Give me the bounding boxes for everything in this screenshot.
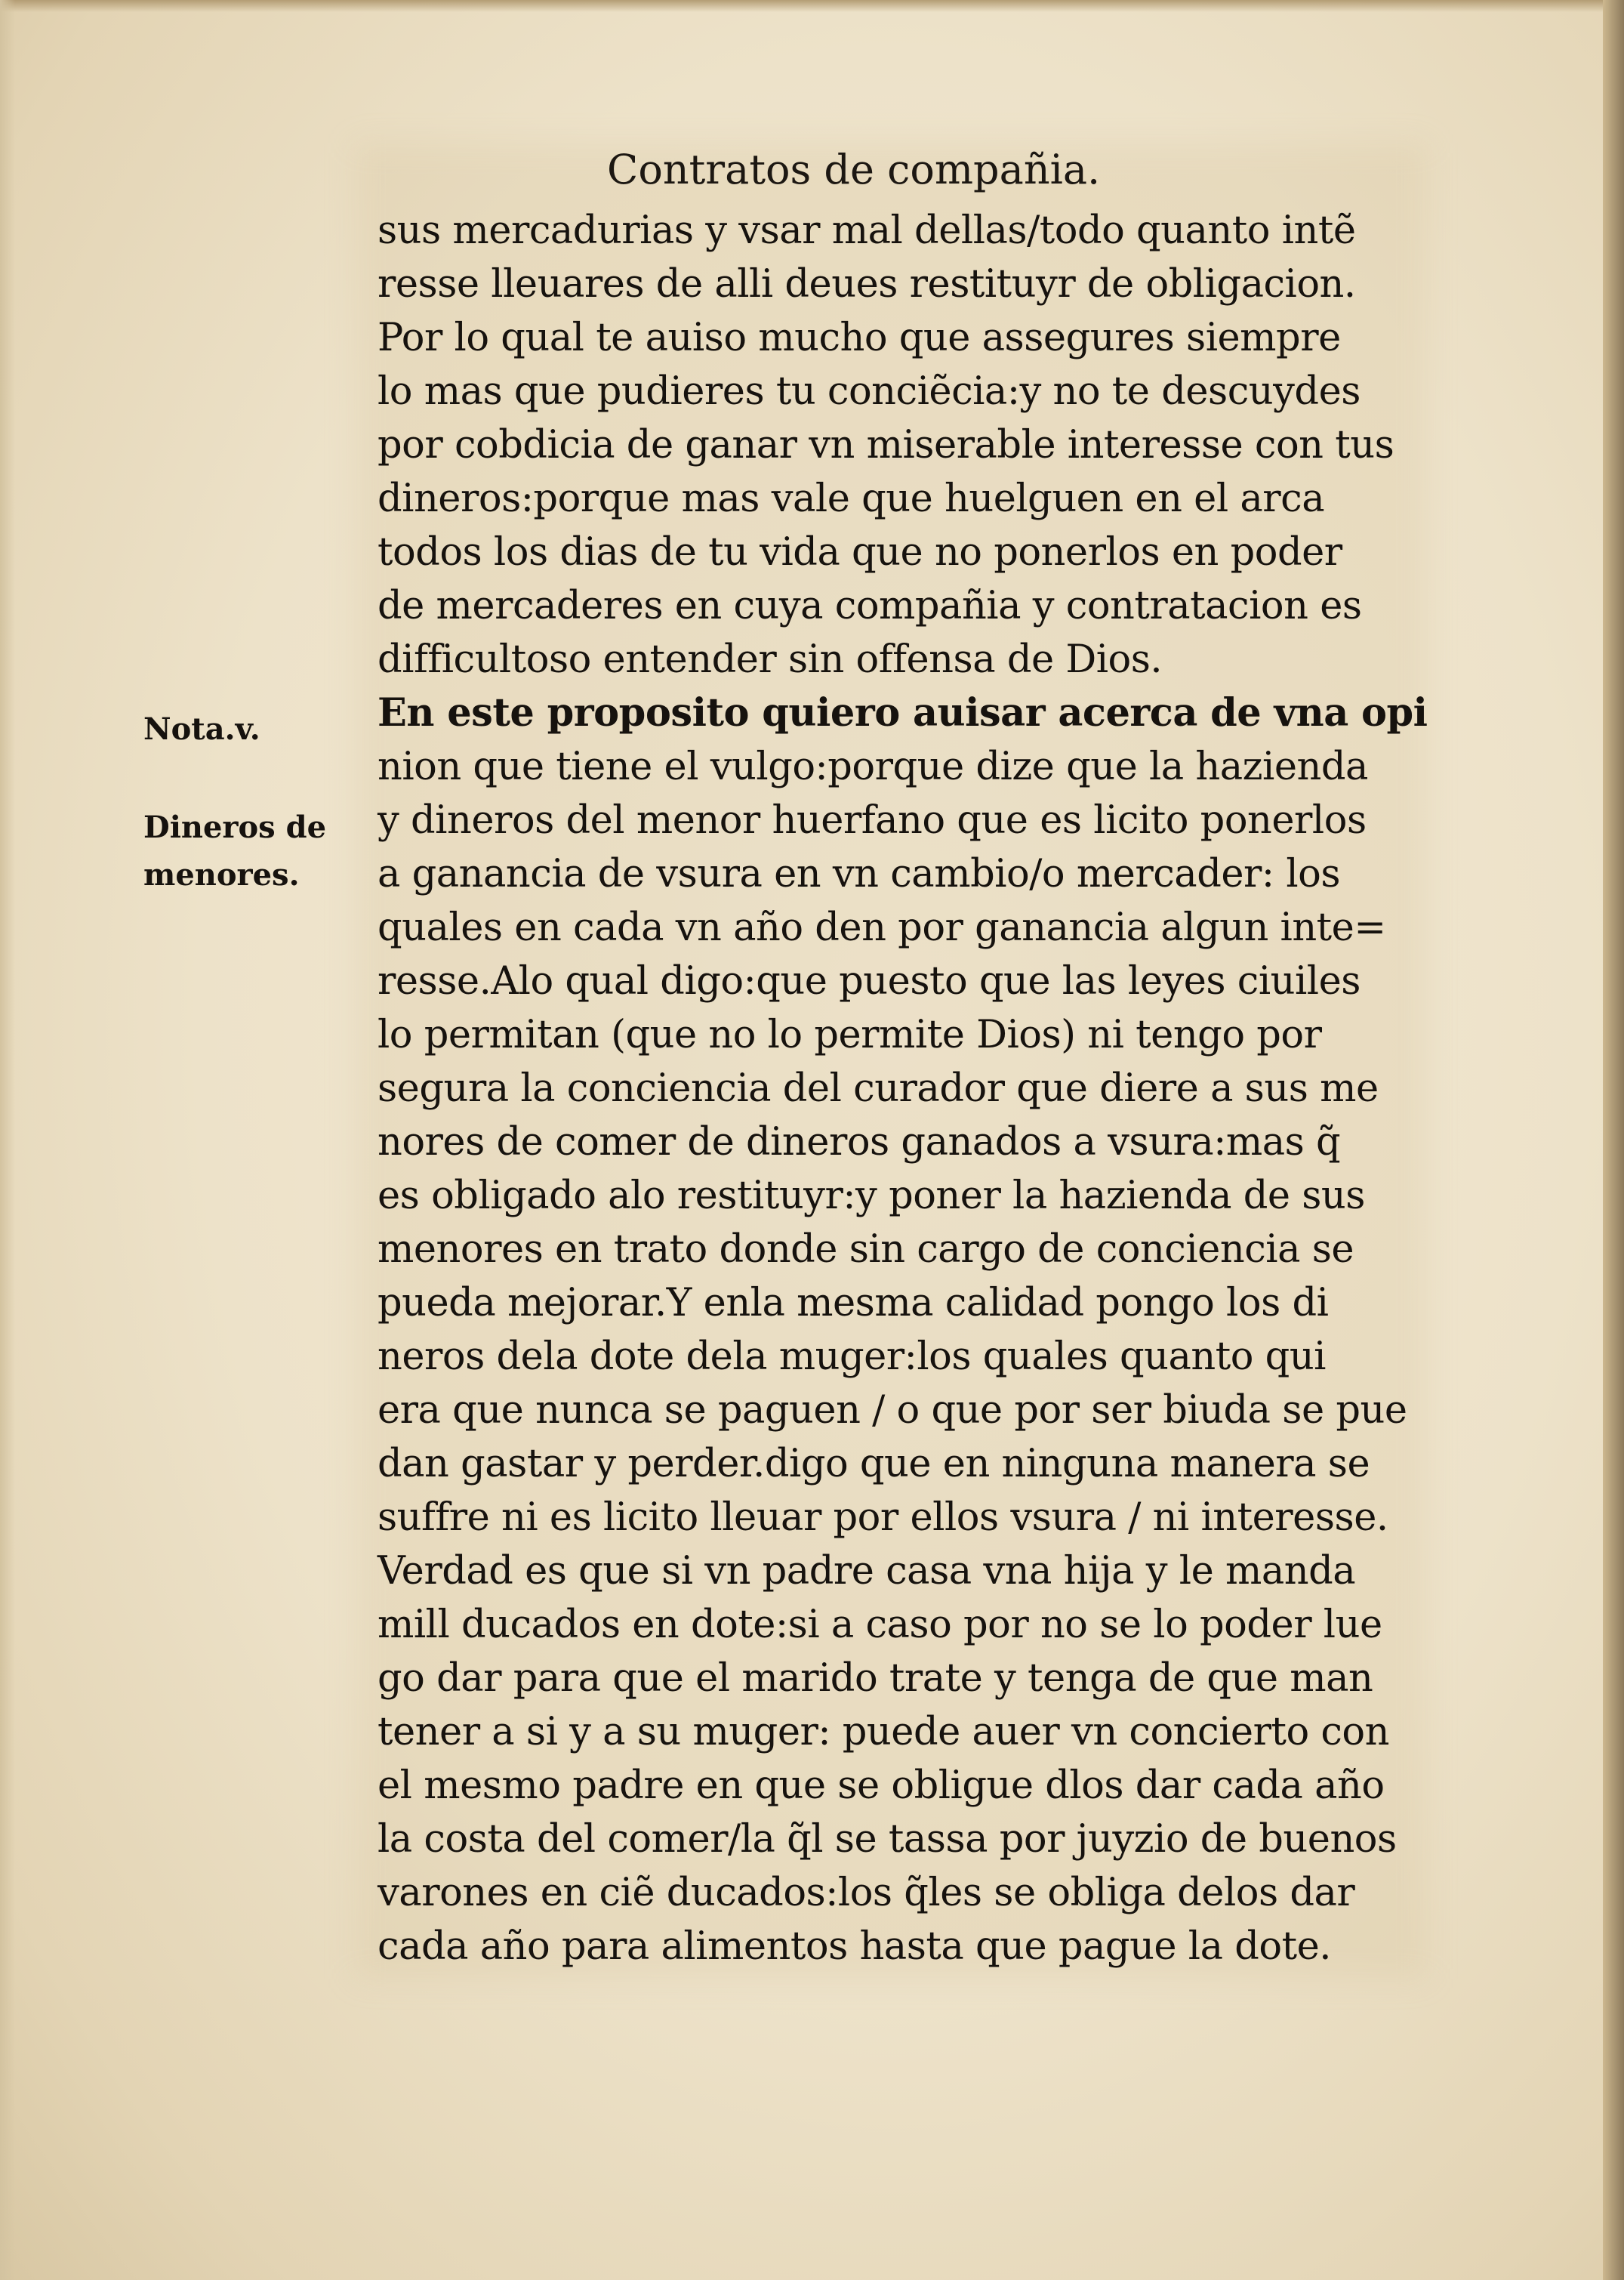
text-line: resse.Alo qual digo:que puesto que las leyes ciuiles (377, 959, 1361, 1004)
text-line: nion que tiene el vulgo:porque dize que la hazienda (377, 745, 1368, 789)
text-line: difficultoso entender sin offensa de Dios. (377, 637, 1163, 682)
text-line: varones en ciẽ ducados:los q̃les se obliga delos dar (377, 1871, 1355, 1915)
text-line: go dar para que el marido trate y tenga de que man (377, 1656, 1373, 1701)
text-line: lo mas que pudieres tu conciẽcia:y no te descuydes (377, 369, 1361, 414)
body-text-column (377, 204, 1428, 1973)
text-line: neros dela dote dela muger:los quales quanto qui (377, 1334, 1326, 1379)
text-line: a ganancia de vsura en vn cambio/o mercader: los (377, 852, 1341, 896)
text-line: es obligado alo restituyr:y poner la hazienda de sus (377, 1174, 1365, 1218)
page-left-edge (0, 0, 15, 2280)
text-line: Por lo qual te auiso mucho que assegures siempre (377, 316, 1341, 360)
text-line: por cobdicia de ganar vn miserable interesse con tus (377, 423, 1394, 467)
margin-note-nota: Nota.v. (143, 711, 260, 747)
text-line: mill ducados en dote:si a caso por no se lo poder lue (377, 1603, 1382, 1647)
text-line: todos los dias de tu vida que no ponerlos en poder (377, 530, 1342, 575)
text-line: menores en trato donde sin cargo de conciencia se (377, 1227, 1354, 1272)
text-line: el mesmo padre en que se obligue dlos dar cada año (377, 1763, 1385, 1808)
text-line: segura la conciencia del curador que diere a sus me (377, 1066, 1379, 1111)
text-line: y dineros del menor huerfano que es licito ponerlos (377, 798, 1367, 843)
text-line: dineros:porque mas vale que huelguen en el arca (377, 477, 1325, 521)
text-line: era que nunca se paguen / o que por ser biuda se pue (377, 1388, 1407, 1433)
running-head (604, 145, 1100, 193)
page-right-edge (1603, 0, 1624, 2280)
text-line: tener a si y a su muger: puede auer vn concierto con (377, 1710, 1389, 1754)
text-line: nores de comer de dineros ganados a vsura:mas q̃ (377, 1120, 1341, 1165)
text-line: quales en cada vn año den por ganancia algun inte= (377, 906, 1386, 950)
text-line: cada año para alimentos hasta que pague la dote. (377, 1924, 1331, 1969)
text-line: pueda mejorar.Y enla mesma calidad pongo los di (377, 1281, 1329, 1325)
text-line: de mercaderes en cuya compañia y contratacion es (377, 584, 1362, 628)
text-line: sus mercadurias y vsar mal dellas/todo quanto intẽ (377, 208, 1356, 253)
text-line: suffre ni es licito lleuar por ellos vsura / ni interesse. (377, 1495, 1388, 1540)
text-line: Verdad es que si vn padre casa vna hija y le manda (377, 1549, 1356, 1594)
text-line: dan gastar y perder.digo que en ninguna manera se (377, 1442, 1370, 1486)
margin-note-menores: menores. (143, 857, 300, 893)
text-line: la costa del comer/la q̃l se tassa por juyzio de buenos (377, 1817, 1397, 1862)
page-top-edge (0, 0, 1624, 12)
paragraph-start-line: En este proposito quiero auisar acerca de vna opi (377, 690, 1428, 736)
text-line: lo permitan (que no lo permite Dios) ni tengo por (377, 1013, 1322, 1057)
text-line: resse lleuares de alli deues restituyr de obligacion. (377, 262, 1356, 307)
margin-note-dineros: Dineros de (143, 810, 327, 845)
running-head-text: Contratos de compañia. (607, 146, 1101, 193)
